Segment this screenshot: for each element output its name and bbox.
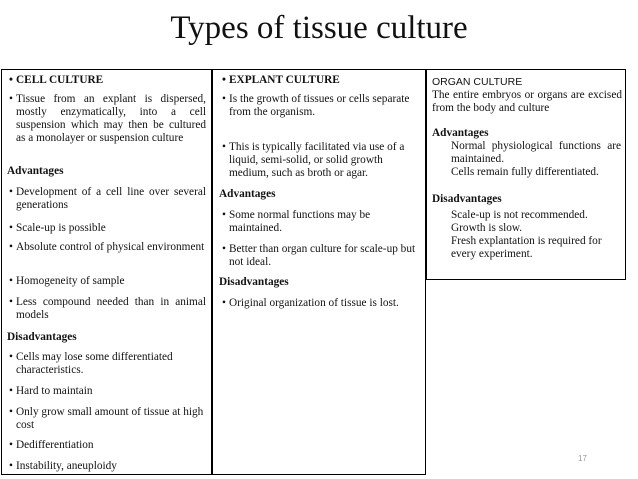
- explant-advantage-item: • Better than organ culture for scale-up but not ideal.: [229, 243, 423, 269]
- cell-advantages-label: Advantages: [7, 165, 64, 177]
- explant-disadvantage-item: • Original organization of tissue is lost.: [229, 297, 423, 310]
- cell-disadvantage-item: • Only grow small amount of tissue at high cost: [16, 406, 206, 432]
- cell-advantage-item: • Absolute control of physical environment: [16, 241, 206, 254]
- organ-disadvantages-label: Disadvantages: [432, 193, 502, 205]
- cell-disadvantage-item: • Hard to maintain: [16, 385, 206, 398]
- organ-disadvantage-item: Scale-up is not recommended.: [451, 209, 588, 221]
- explant-culture-heading: • EXPLANT CULTURE: [229, 74, 421, 87]
- cell-advantage-item: • Homogeneity of sample: [16, 275, 206, 288]
- organ-disadvantage-item: Growth is slow.: [451, 222, 523, 234]
- organ-culture-description: The entire embryos or organs are excised from the body and culture: [432, 89, 622, 114]
- explant-culture-column: [212, 69, 426, 475]
- cell-culture-heading: • CELL CULTURE: [16, 74, 206, 87]
- cell-disadvantage-item: • Dedifferentiation: [16, 439, 206, 452]
- organ-culture-heading: ORGAN CULTURE: [432, 76, 523, 88]
- organ-advantage-item: Normal physiological functions are maintained.: [451, 140, 621, 165]
- cell-disadvantages-label: Disadvantages: [7, 331, 77, 343]
- explant-point-item: • Is the growth of tissues or cells separate from the organism.: [229, 93, 421, 119]
- cell-disadvantage-item: • Cells may lose some differentiated characteristics.: [16, 351, 206, 377]
- organ-advantages-label: Advantages: [432, 127, 489, 139]
- organ-disadvantage-item: Fresh explantation is required for every experiment.: [451, 235, 602, 260]
- explant-disadvantages-label: Disadvantages: [219, 276, 289, 288]
- organ-advantage-item: Cells remain fully differentiated.: [451, 166, 599, 178]
- cell-advantage-item: • Development of a cell line over several generations: [16, 186, 206, 212]
- page-number: 17: [578, 454, 587, 463]
- cell-culture-column: [1, 69, 212, 475]
- cell-culture-description: • Tissue from an explant is dispersed, mostly enzymatically, into a cell suspension which may then be cultured as a monolayer or suspension culture: [16, 93, 206, 145]
- organ-culture-column: [426, 69, 626, 280]
- slide-title: Types of tissue culture: [170, 10, 468, 46]
- cell-disadvantage-item: • Instability, aneuploidy: [16, 460, 206, 473]
- cell-advantage-item: • Less compound needed than in animal models: [16, 296, 206, 322]
- explant-point-item: • This is typically facilitated via use of a liquid, semi-solid, or solid growth medium, such as broth or agar.: [229, 141, 423, 180]
- cell-advantage-item: • Scale-up is possible: [16, 222, 206, 235]
- explant-advantage-item: • Some normal functions may be maintained.: [229, 209, 421, 235]
- explant-advantages-label: Advantages: [219, 188, 276, 200]
